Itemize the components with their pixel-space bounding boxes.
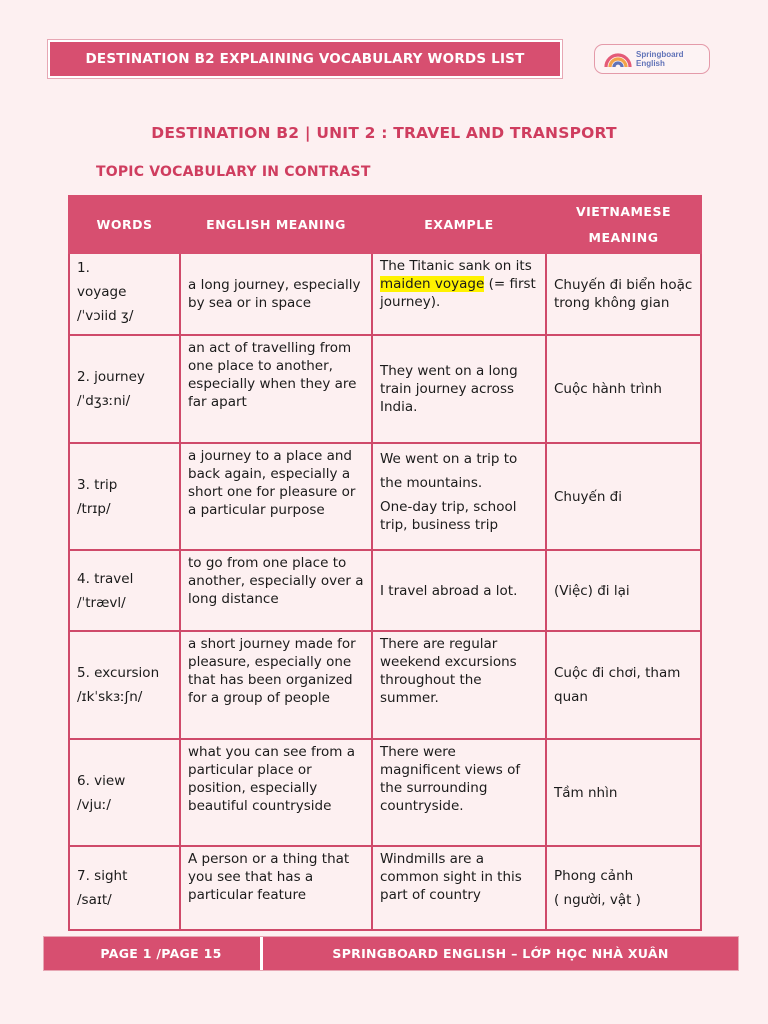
section-title: TOPIC VOCABULARY IN CONTRAST xyxy=(96,164,371,180)
table-row xyxy=(69,631,701,739)
english-meaning-cell: a long journey, especially by sea or in space xyxy=(180,253,372,335)
example-text: The Titanic sank on its xyxy=(380,258,532,274)
highlighted-phrase: maiden voyage xyxy=(380,276,485,292)
footer-brand: SPRINGBOARD ENGLISH – LỚP HỌC NHÀ XUÂN xyxy=(332,946,669,961)
header-words: WORDS xyxy=(69,196,180,253)
header-example: EXAMPLE xyxy=(372,196,546,253)
example-cell xyxy=(372,253,546,335)
springboard-logo xyxy=(594,44,710,74)
vietnamese-meaning-note: ( người, vật ) xyxy=(554,892,641,908)
table-header-row xyxy=(69,196,701,253)
english-meaning-cell: A person or a thing that you see that has a particular feature xyxy=(180,846,372,930)
word-ipa: /ɪkˈskɜːʃn/ xyxy=(77,689,143,705)
unit-title: DESTINATION B2 | UNIT 2 : TRAVEL AND TRANSPORT xyxy=(151,124,617,142)
logo-wordmark xyxy=(636,50,684,68)
word-cell xyxy=(69,631,180,739)
word-cell xyxy=(69,846,180,930)
table-row xyxy=(69,550,701,631)
table-row xyxy=(69,846,701,930)
table-row xyxy=(69,253,701,335)
logo-line-1: Springboard xyxy=(636,50,684,59)
word-cell xyxy=(69,443,180,550)
word-term: 2. journey xyxy=(77,369,145,385)
word-ipa: /ˈtrævl/ xyxy=(77,594,126,611)
word-ipa: /ˈvɔiid ʒ/ xyxy=(77,308,134,324)
table-row xyxy=(69,739,701,846)
vietnamese-meaning-cell: Cuộc hành trình xyxy=(546,335,701,443)
word-term: 4. travel xyxy=(77,570,134,587)
example-cell: I travel abroad a lot. xyxy=(372,550,546,631)
word-cell xyxy=(69,335,180,443)
vietnamese-meaning-cell: Chuyến đi xyxy=(546,443,701,550)
table-row xyxy=(69,443,701,550)
vietnamese-meaning-cell: Chuyến đi biển hoặc trong không gian xyxy=(546,253,701,335)
word-term: voyage xyxy=(77,284,127,300)
english-meaning-cell: a short journey made for pleasure, especially one that has been organized for a group of people xyxy=(180,631,372,739)
vietnamese-meaning-cell: Cuộc đi chơi, tham quan xyxy=(546,631,701,739)
page-number: PAGE 1 /PAGE 15 xyxy=(100,946,222,961)
word-number: 1. xyxy=(77,260,90,276)
vietnamese-meaning-cell xyxy=(546,846,701,930)
table-row xyxy=(69,335,701,443)
vietnamese-meaning-cell: Tầm nhìn xyxy=(546,739,701,846)
word-ipa: /vjuː/ xyxy=(77,796,111,813)
document-header-banner xyxy=(48,40,562,78)
header-banner-text: DESTINATION B2 EXPLAINING VOCABULARY WORDS LIST xyxy=(85,51,525,67)
logo-line-2: English xyxy=(636,59,665,68)
example-text-end: (= first journey). xyxy=(380,276,536,310)
word-term: 7. sight xyxy=(77,868,128,884)
header-english-meaning: ENGLISH MEANING xyxy=(180,196,372,253)
example-cell: There are regular weekend excursions throughout the summer. xyxy=(372,631,546,739)
word-term: 3. trip xyxy=(77,476,118,493)
example-cell: They went on a long train journey across India. xyxy=(372,335,546,443)
word-ipa: /trɪp/ xyxy=(77,500,111,517)
example-cell: There were magnificent views of the surrounding countryside. xyxy=(372,739,546,846)
word-cell xyxy=(69,253,180,335)
vietnamese-meaning: Phong cảnh xyxy=(554,868,634,884)
vocabulary-table xyxy=(68,195,702,931)
word-ipa: /saɪt/ xyxy=(77,892,112,908)
english-meaning-cell: an act of travelling from one place to another, especially when they are far apart xyxy=(180,335,372,443)
vietnamese-meaning-cell: (Việc) đi lại xyxy=(546,550,701,631)
example-text: We went on a trip to the mountains. xyxy=(380,451,518,491)
rainbow-logo-icon xyxy=(604,50,632,68)
word-term: 5. excursion xyxy=(77,665,160,681)
header-vietnamese-meaning: VIETNAMESE MEANING xyxy=(546,196,701,253)
example-text-secondary: One-day trip, school trip, business trip xyxy=(380,499,517,533)
example-cell xyxy=(372,443,546,550)
english-meaning-cell: to go from one place to another, especially over a long distance xyxy=(180,550,372,631)
page-footer xyxy=(44,937,738,970)
example-cell: Windmills are a common sight in this part of country xyxy=(372,846,546,930)
word-cell xyxy=(69,550,180,631)
word-ipa: /ˈdʒɜːni/ xyxy=(77,393,131,409)
english-meaning-cell: what you can see from a particular place or position, especially beautiful countryside xyxy=(180,739,372,846)
word-cell xyxy=(69,739,180,846)
word-term: 6. view xyxy=(77,772,126,789)
english-meaning-cell: a journey to a place and back again, especially a short one for pleasure or a particular purpose xyxy=(180,443,372,550)
